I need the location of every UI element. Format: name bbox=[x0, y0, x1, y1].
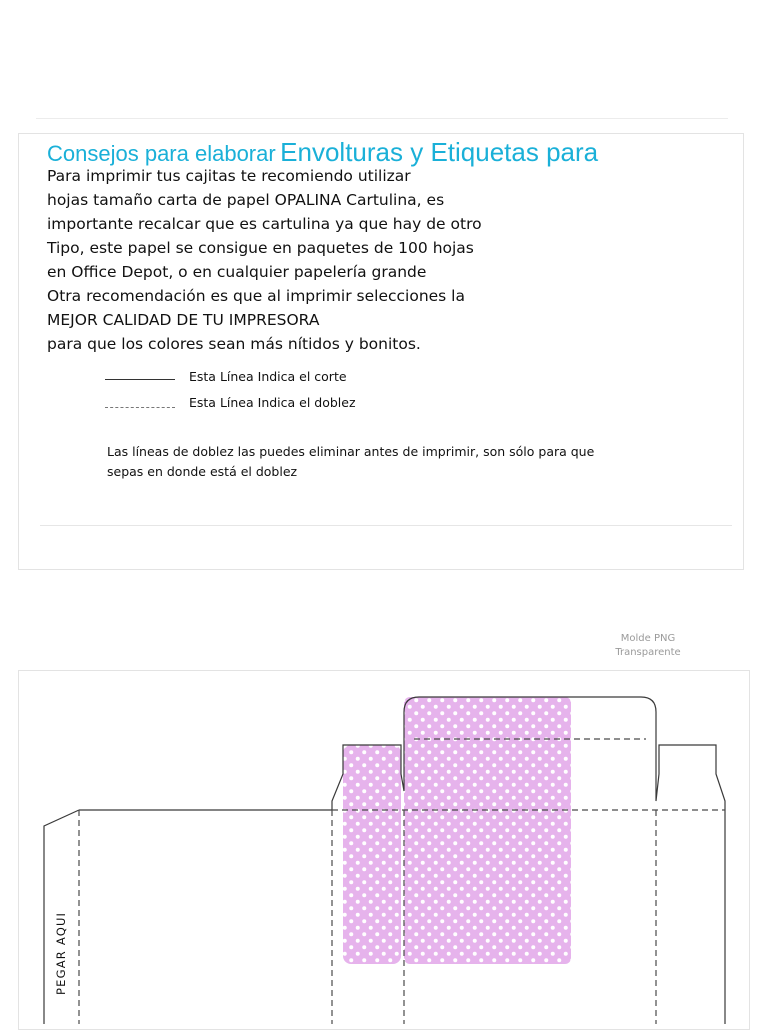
molde-line: Molde PNG bbox=[620, 633, 676, 644]
paragraph-line: Tipo, este papel se consigue en paquetes de 100 hojas bbox=[47, 239, 474, 257]
paragraph-line: para que los colores sean más nítidos y bonitos. bbox=[47, 335, 421, 353]
pattern-area-main bbox=[404, 697, 571, 964]
paragraph-line: MEJOR CALIDAD DE TU IMPRESORA bbox=[47, 311, 320, 329]
pattern-area-left bbox=[343, 745, 401, 964]
paragraph-line: importante recalcar que es cartulina ya que hay de otro bbox=[47, 215, 482, 233]
fold-line-label: Esta Línea Indica el doblez bbox=[189, 395, 356, 410]
paragraph-line: hojas tamaño carta de papel OPALINA Cartulina, es bbox=[47, 191, 445, 209]
paragraph-line: Para imprimir tus cajitas te recomiendo utilizar bbox=[47, 167, 411, 185]
title-small: Consejos para elaborar bbox=[47, 141, 276, 166]
paragraph-line: en Office Depot, o en cualquier papelería grande bbox=[47, 263, 427, 281]
title-big: Envolturas y Etiquetas para bbox=[280, 137, 599, 167]
note-line: sepas en donde está el doblez bbox=[107, 464, 298, 479]
note-line: Las líneas de doblez las puedes eliminar antes de imprimir, son sólo para que bbox=[107, 444, 595, 459]
glue-label: PEGAR AQUI bbox=[54, 911, 68, 995]
molde-line: Transparente bbox=[615, 647, 681, 658]
paragraph-line: Otra recomendación es que al imprimir selecciones la bbox=[47, 287, 465, 305]
cut-line-label: Esta Línea Indica el corte bbox=[189, 369, 347, 384]
